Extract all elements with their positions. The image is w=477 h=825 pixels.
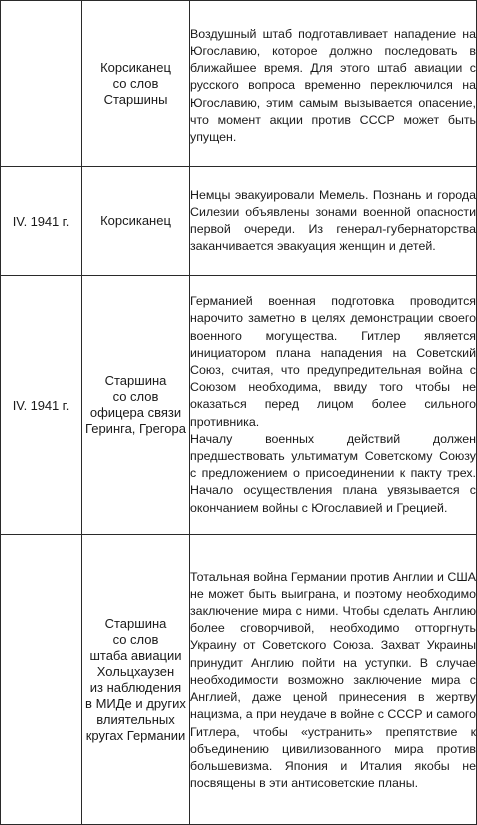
table-row (1, 167, 477, 276)
source-text: Старшина со слов офицера связи Геринга, Грегора (85, 373, 186, 436)
report-paragraph: Воздушный штаб подготавливает нападение на Югославию, которое должно последовать в ближайшее время. Для этого штаб авиации с русского вопроса временно переключился на Югославию, этим самым вызывается опасение, что момент акции против СССР может быть упущен. (190, 26, 476, 144)
source-text: Корсиканец со слов Старшины (100, 59, 171, 107)
date-cell: IV. 1941 г. (1, 167, 82, 276)
report-text-cell (190, 167, 477, 276)
date-cell (1, 1, 82, 167)
source-cell (82, 535, 190, 825)
date-cell: IV. 1941 г. (1, 276, 82, 535)
source-text: Корсиканец (100, 213, 171, 228)
report-paragraph: Германией военная подготовка проводится нарочито заметно в целях демонстрации своего военного могущества. Гитлер является инициатором плана нападения на Советский Союз, считая, что предупредительная война с Союзом необходима, ввиду того чтобы не оказаться перед лицом более сильного противника. (190, 294, 476, 429)
report-paragraph: Тотальная война Германии против Англии и США не может быть выиграна, и поэтому необходимо заключение мира с ними. Чтобы сделать Англию более сговорчивой, необходимо отторгнуть Украину от Советского Союза. Захват Украины принудит Англию пойти на уступки. В случае необходимости возможно заключение мира с Англией, даже ценой принесения в жертву нацизма, а при неудаче в войне с СССР и самого Гитлера, чтобы «устранить» препятствие к объединению цивилизованного мира против большевизма. Япония и Италия якобы не посвящены в эти антисоветские планы. (190, 569, 476, 791)
source-cell (82, 167, 190, 276)
report-text-cell (190, 276, 477, 535)
report-paragraph: Началу военных действий должен предшествовать ультиматум Советскому Союзу с предложением о присоединении к пакту трех. Начало осуществления плана увязывается с окончанием войны с Югославией и Грецией. (190, 431, 476, 515)
report-paragraph: Немцы эвакуировали Мемель. Познань и города Силезии объявлены зонами военной опасности первой очереди. Из генерал-губернаторства заканчивается эвакуация женщин и детей. (190, 187, 476, 254)
source-cell (82, 1, 190, 167)
source-cell (82, 276, 190, 535)
source-text: Старшина со слов штаба авиации Хольцхаузен из наблюдения в МИДе и других влиятельных кругах Германии (85, 615, 186, 743)
report-text-cell (190, 1, 477, 167)
table-row (1, 276, 477, 535)
report-text-cell (190, 535, 477, 825)
table-row (1, 535, 477, 825)
table-row (1, 1, 477, 167)
date-cell (1, 535, 82, 825)
